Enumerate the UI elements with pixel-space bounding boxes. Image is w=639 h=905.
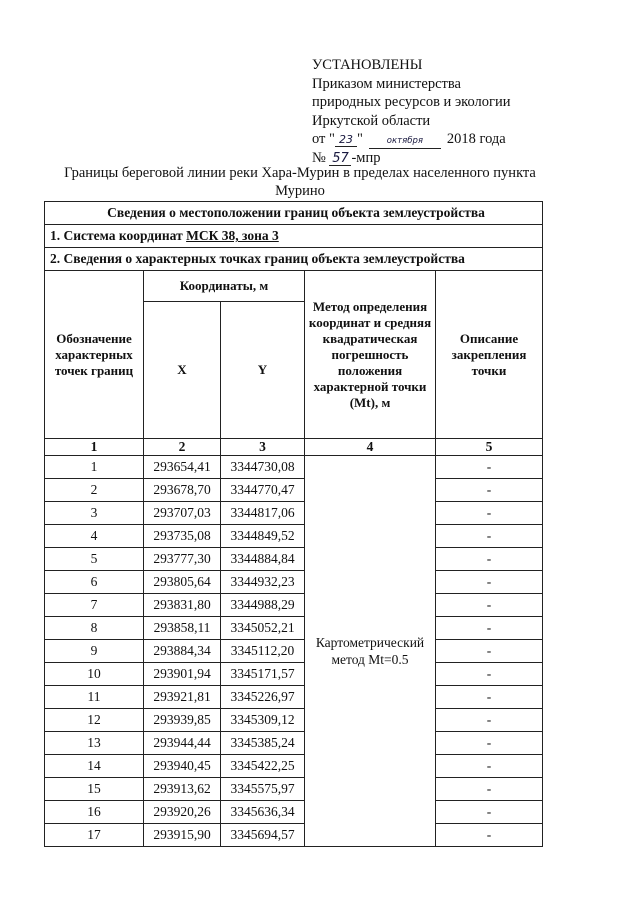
y-coordinate-cell: 3345112,20 xyxy=(221,640,305,663)
col-x-header: X xyxy=(144,302,221,439)
table-row xyxy=(45,479,543,502)
table-row xyxy=(45,640,543,663)
coord-system-row xyxy=(45,225,543,248)
point-number-cell: 17 xyxy=(45,824,144,847)
point-number-cell: 9 xyxy=(45,640,144,663)
x-coordinate-cell: 293920,26 xyxy=(144,801,221,824)
column-number: 3 xyxy=(221,439,305,456)
point-number-cell: 4 xyxy=(45,525,144,548)
point-number-cell: 10 xyxy=(45,663,144,686)
y-coordinate-cell: 3345171,57 xyxy=(221,663,305,686)
header-row-1 xyxy=(45,271,543,302)
point-number-cell: 11 xyxy=(45,686,144,709)
description-cell: - xyxy=(436,824,543,847)
number-value: 57 xyxy=(329,152,351,166)
approval-line-1: Приказом министерства xyxy=(312,75,461,92)
y-coordinate-cell: 3344817,06 xyxy=(221,502,305,525)
column-number: 4 xyxy=(305,439,436,456)
approval-line-3: Иркутской области xyxy=(312,112,431,129)
description-cell: - xyxy=(436,502,543,525)
point-number-cell: 1 xyxy=(45,456,144,479)
points-title-row xyxy=(45,248,543,271)
coord-system-label: 1. Система координат xyxy=(50,228,183,243)
point-number-cell: 13 xyxy=(45,732,144,755)
y-coordinate-cell: 3344884,84 xyxy=(221,548,305,571)
table-row xyxy=(45,525,543,548)
date-mid: " xyxy=(356,131,363,147)
table-row xyxy=(45,755,543,778)
description-cell: - xyxy=(436,617,543,640)
y-coordinate-cell: 3344932,23 xyxy=(221,571,305,594)
table-row xyxy=(45,778,543,801)
point-number-cell: 16 xyxy=(45,801,144,824)
description-cell: - xyxy=(436,548,543,571)
boundary-points-table xyxy=(44,201,543,847)
point-number-cell: 5 xyxy=(45,548,144,571)
table-body xyxy=(45,456,543,847)
y-coordinate-cell: 3344849,52 xyxy=(221,525,305,548)
col-description-header: Описание закрепления точки xyxy=(436,271,543,439)
description-cell: - xyxy=(436,732,543,755)
x-coordinate-cell: 293913,62 xyxy=(144,778,221,801)
coord-system xyxy=(45,225,543,248)
description-cell: - xyxy=(436,801,543,824)
approval-date xyxy=(312,130,510,149)
description-cell: - xyxy=(436,479,543,502)
point-number-cell: 15 xyxy=(45,778,144,801)
description-cell: - xyxy=(436,525,543,548)
col-y-header: Y xyxy=(221,302,305,439)
y-coordinate-cell: 3344770,47 xyxy=(221,479,305,502)
x-coordinate-cell: 293944,44 xyxy=(144,732,221,755)
y-coordinate-cell: 3344730,08 xyxy=(221,456,305,479)
col-coords-header: Координаты, м xyxy=(144,271,305,302)
table-row xyxy=(45,456,543,479)
point-number-cell: 2 xyxy=(45,479,144,502)
x-coordinate-cell: 293805,64 xyxy=(144,571,221,594)
x-coordinate-cell: 293735,08 xyxy=(144,525,221,548)
y-coordinate-cell: 3345422,25 xyxy=(221,755,305,778)
y-coordinate-cell: 3344988,29 xyxy=(221,594,305,617)
col-method-header: Метод определения координат и средняя квадратическая погрешность положения характерной точки (Mt), м xyxy=(305,271,436,439)
approval-block xyxy=(312,56,510,168)
point-number-cell: 12 xyxy=(45,709,144,732)
table-row xyxy=(45,801,543,824)
x-coordinate-cell: 293831,80 xyxy=(144,594,221,617)
table-row xyxy=(45,617,543,640)
table-row xyxy=(45,663,543,686)
point-number-cell: 6 xyxy=(45,571,144,594)
column-numbers-row xyxy=(45,439,543,456)
date-day: 23 xyxy=(335,133,357,147)
x-coordinate-cell: 293939,85 xyxy=(144,709,221,732)
column-number: 5 xyxy=(436,439,543,456)
y-coordinate-cell: 3345694,57 xyxy=(221,824,305,847)
coord-system-value: МСК 38, зона 3 xyxy=(186,228,279,243)
x-coordinate-cell: 293901,94 xyxy=(144,663,221,686)
description-cell: - xyxy=(436,640,543,663)
table-row xyxy=(45,502,543,525)
x-coordinate-cell: 293678,70 xyxy=(144,479,221,502)
point-number-cell: 7 xyxy=(45,594,144,617)
point-number-cell: 14 xyxy=(45,755,144,778)
y-coordinate-cell: 3345226,97 xyxy=(221,686,305,709)
point-number-cell: 8 xyxy=(45,617,144,640)
x-coordinate-cell: 293940,45 xyxy=(144,755,221,778)
date-prefix: от " xyxy=(312,131,335,147)
points-title: 2. Сведения о характерных точках границ объекта землеустройства xyxy=(45,248,543,271)
document-heading: Границы береговой линии реки Хара-Мурин в пределах населенного пункта Мурино xyxy=(64,165,536,199)
number-suffix: -мпр xyxy=(351,150,381,166)
column-number: 1 xyxy=(45,439,144,456)
date-suffix: 2018 года xyxy=(446,131,506,147)
y-coordinate-cell: 3345575,97 xyxy=(221,778,305,801)
table-row xyxy=(45,824,543,847)
x-coordinate-cell: 293915,90 xyxy=(144,824,221,847)
x-coordinate-cell: 293921,81 xyxy=(144,686,221,709)
x-coordinate-cell: 293777,30 xyxy=(144,548,221,571)
table-row xyxy=(45,709,543,732)
table-row xyxy=(45,732,543,755)
description-cell: - xyxy=(436,456,543,479)
y-coordinate-cell: 3345052,21 xyxy=(221,617,305,640)
description-cell: - xyxy=(436,686,543,709)
point-number-cell: 3 xyxy=(45,502,144,525)
column-number: 2 xyxy=(144,439,221,456)
table-row xyxy=(45,686,543,709)
table-row xyxy=(45,594,543,617)
description-cell: - xyxy=(436,755,543,778)
x-coordinate-cell: 293884,34 xyxy=(144,640,221,663)
y-coordinate-cell: 3345636,34 xyxy=(221,801,305,824)
description-cell: - xyxy=(436,663,543,686)
x-coordinate-cell: 293707,03 xyxy=(144,502,221,525)
table-section-row xyxy=(45,202,543,225)
y-coordinate-cell: 3345385,24 xyxy=(221,732,305,755)
description-cell: - xyxy=(436,571,543,594)
table-row xyxy=(45,548,543,571)
method-cell: Картометрический метод Mt=0.5 xyxy=(305,456,436,847)
table-row xyxy=(45,571,543,594)
number-prefix: № xyxy=(312,150,326,166)
description-cell: - xyxy=(436,594,543,617)
approval-line-2: природных ресурсов и экологии xyxy=(312,94,511,110)
description-cell: - xyxy=(436,778,543,801)
x-coordinate-cell: 293858,11 xyxy=(144,617,221,640)
col-designation-header: Обозначение характерных точек границ xyxy=(45,271,144,439)
approval-title: УСТАНОВЛЕНЫ xyxy=(312,57,423,73)
y-coordinate-cell: 3345309,12 xyxy=(221,709,305,732)
x-coordinate-cell: 293654,41 xyxy=(144,456,221,479)
description-cell: - xyxy=(436,709,543,732)
section-title: Сведения о местоположении границ объекта землеустройства xyxy=(45,202,543,225)
date-month: октября xyxy=(369,135,441,149)
